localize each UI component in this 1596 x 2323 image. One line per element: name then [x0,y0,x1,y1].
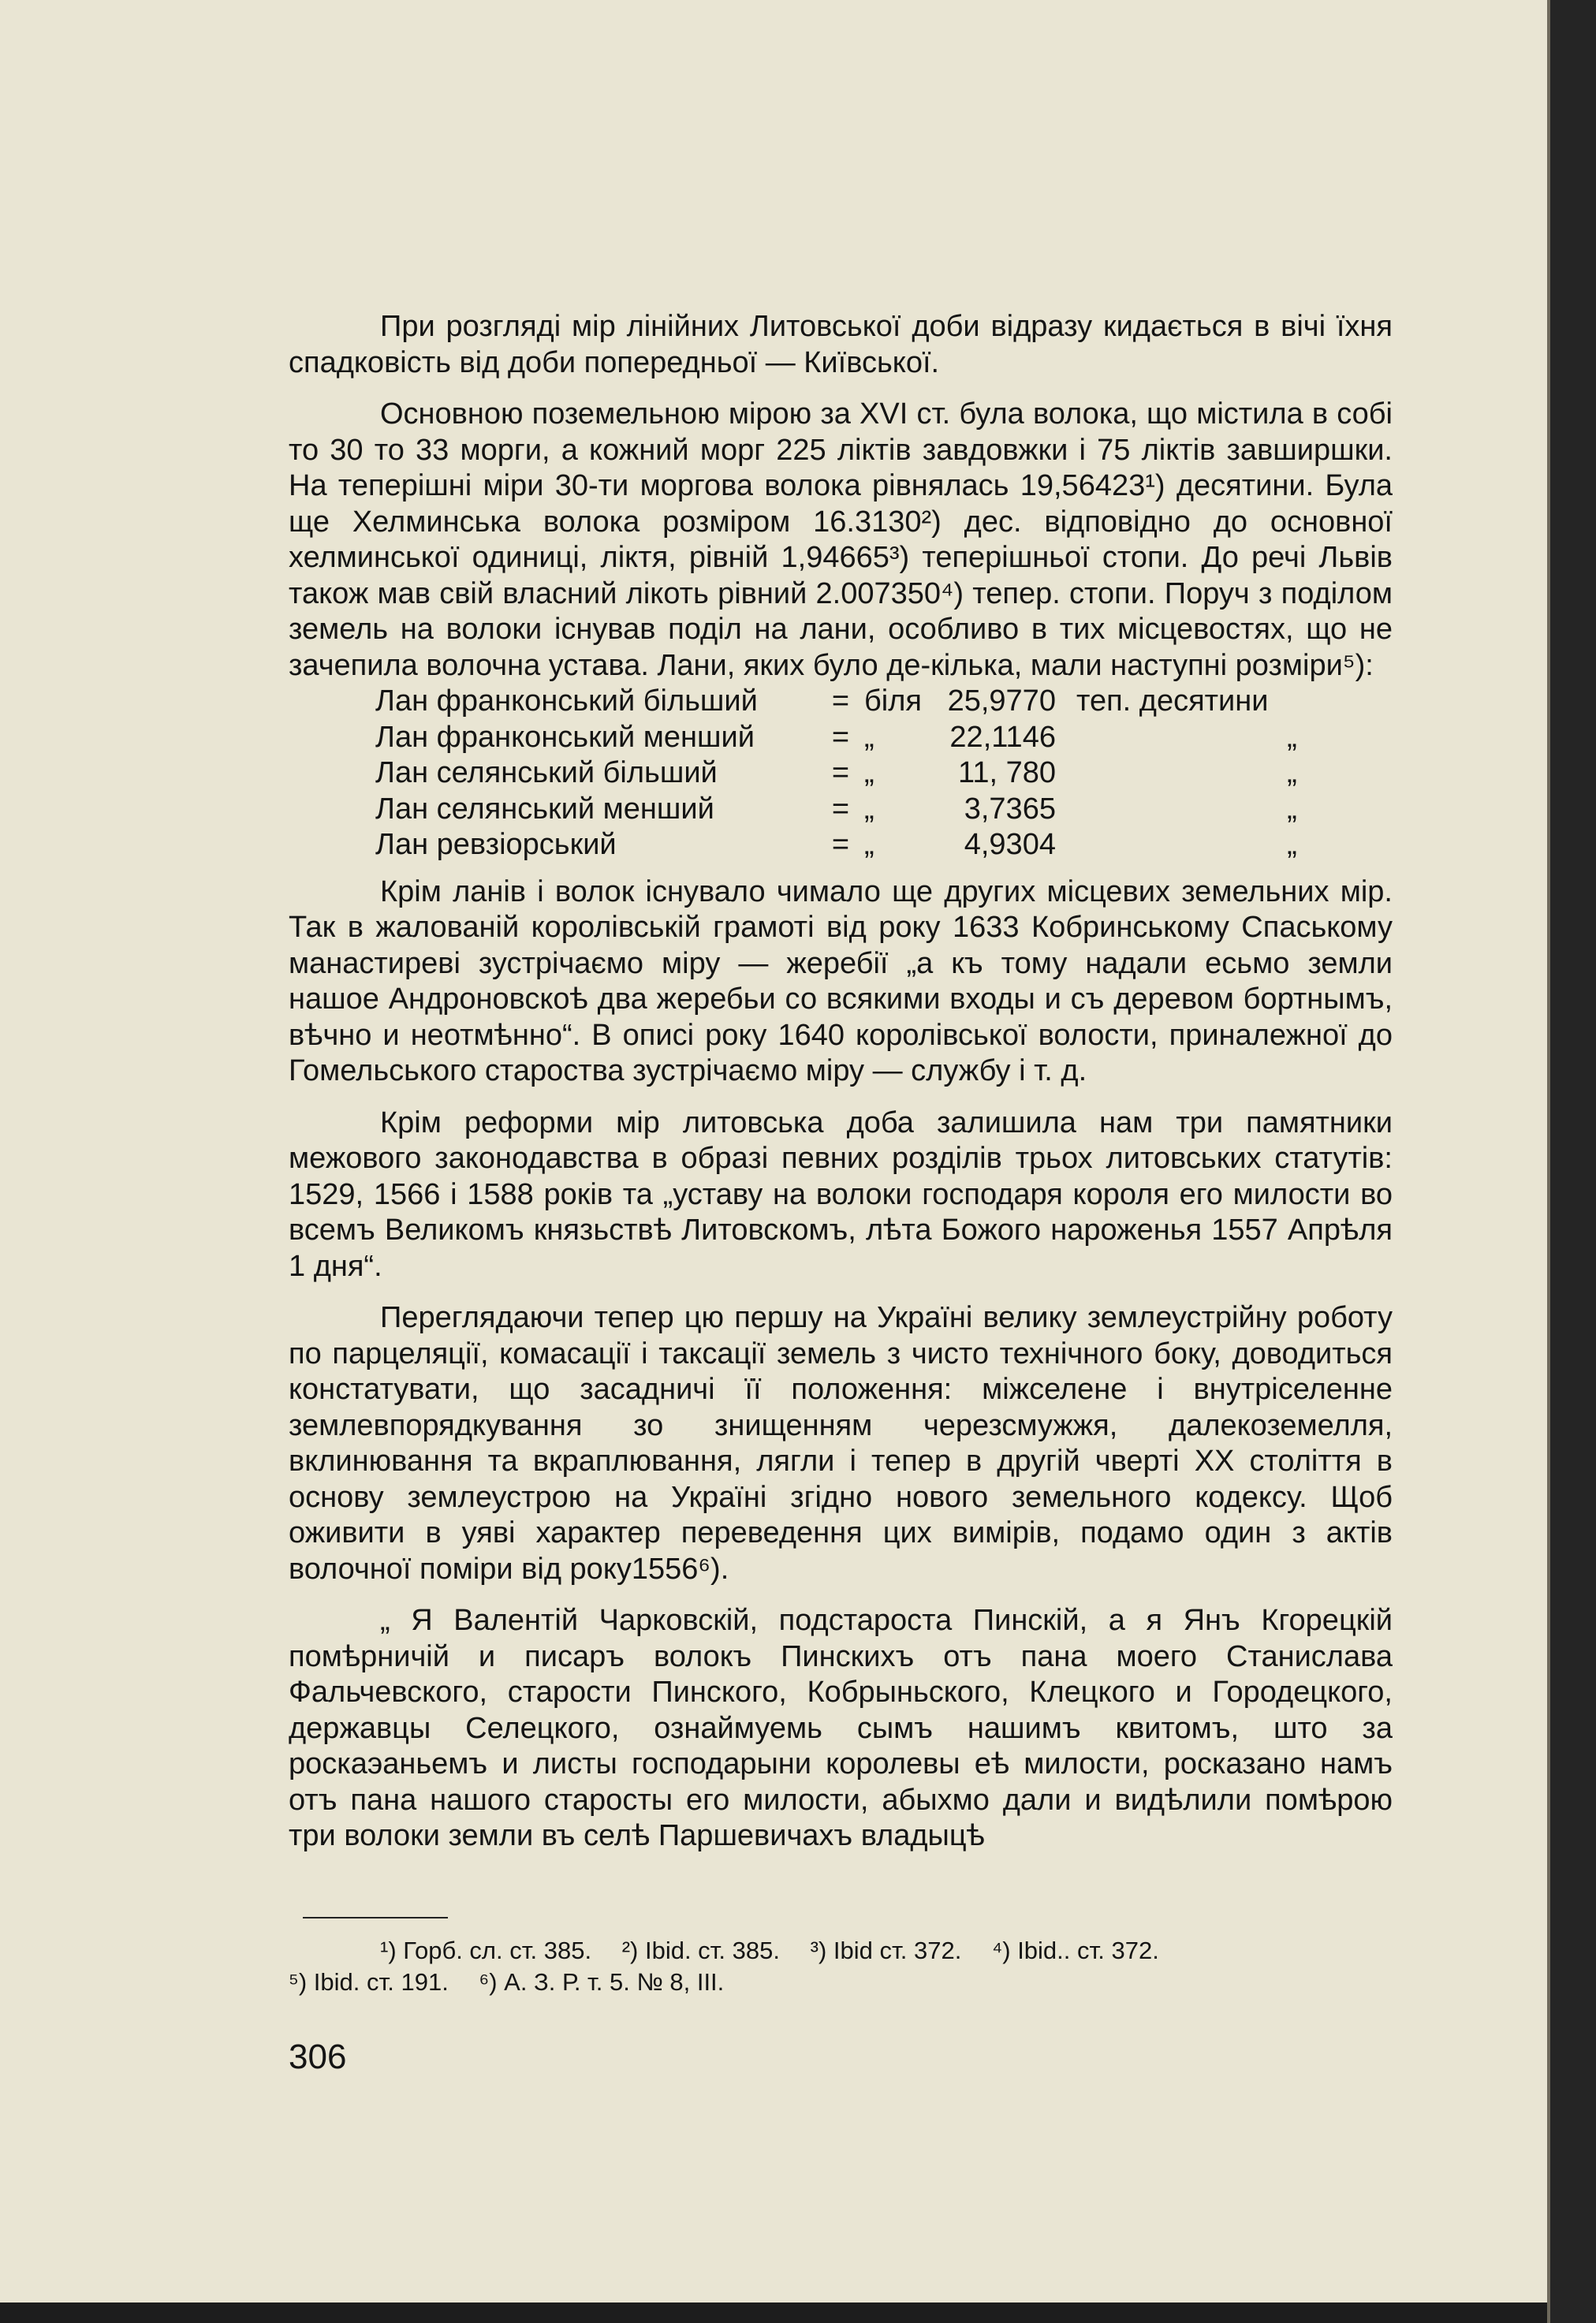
measure-value: 11, 780 [958,756,1056,789]
measure-value: 3,7365 [964,792,1056,826]
equals-sign: = [831,828,850,861]
main-text [289,309,1393,1855]
measure-name: Лан селянський менший [375,792,714,826]
ditto-mark: „ [864,720,874,754]
footnote-4: ⁴) Ibid.. ст. 372. [991,1937,1159,1964]
page-number: 306 [289,2038,347,2076]
equals-sign: = [831,756,850,789]
book-binding-edge [1547,0,1596,2323]
measure-name: Лан франконський більший [375,684,758,718]
ditto-mark: „ [864,792,874,826]
equals-sign: = [831,720,850,754]
measure-name: Лан франконський менший [375,720,755,754]
footnote-5: ⁵) Ibid. ст. 191. [289,1968,449,1996]
measure-unit: теп. десятини [1076,684,1269,718]
measure-name: Лан ревзіорський [375,828,617,861]
footnote-3: ³) Ibid ст. 372. [810,1937,962,1964]
measure-unit [1076,792,1269,828]
footnote-6: ⁶) А. З. Р. т. 5. № 8, III. [479,1968,725,1996]
paragraph-1: При розгляді мір лінійних Литовської доби відразу кидається в вічі їхня спадковість від доби попередньої — Київської. [289,310,1393,379]
measure-unit [1076,755,1269,792]
ditto-mark: „ [1287,828,1297,861]
paragraph-6-quote: „ Я Валентій Чарковскій, подстароста Пинскій, а я Янъ Кгорецкій помѣрничій и писаръ волокъ Пинскихъ отъ пана моего Станислава Фальчевского, старости Пинского, Кобрыньского, Клецкого и Городецкого, державцы Селецкого, ознаймуемь сымъ нашимъ квитомъ, што за роскаэаньемъ и листы господарыни королевы еѣ милости, росказано намъ отъ пана нашого старосты его милости, абыхмо дали и видѣлили помѣрою три волоки земли въ селѣ Паршевичахъ владыцѣ [289,1604,1393,1852]
footnote-1: ¹) Горб. сл. ст. 385. [380,1937,592,1964]
measure-value: 22,1146 [949,720,1056,754]
ditto-mark [1269,684,1316,720]
footnote-line-1 [289,1935,1393,1967]
ditto-mark: „ [1287,720,1297,754]
ditto-mark: „ [864,756,874,789]
measure-unit [1076,720,1269,756]
table-row [375,792,1316,828]
measure-value: 25,9770 [947,684,1056,718]
footnotes [289,1935,1393,1998]
table-row [375,720,1316,756]
paragraph-4: Крім реформи мір литовська доба залишила нам три памятники межового законодавства в образі певних розділів трьох литовських статутів: 1529, 1566 і 1588 років та „уставу на волоки господаря короля его милости во всемъ Великомъ князьствѣ Литовскомъ, лѣта Божого нароженья 1557 Апрѣля 1 дня“. [289,1106,1393,1283]
equals-sign: = [831,792,850,826]
paragraph-3: Крім ланів і волок існувало чимало ще других місцевих земельних мір. Так в жалованій королівській грамоті від року 1633 Кобринському Спаському манастиреві зустрічаємо міру — жеребії „а къ тому надали есьмо земли нашое Андроновскоѣ два жеребьи со всякими входы и съ деревом бортнымъ, вѣчно и неотмѣнно“. В описі року 1640 королівської волости, приналежної до Гомельського староства зустрічаємо міру — службу і т. д. [289,874,1393,1087]
binding-stripe [1547,0,1550,2323]
equals-sign: = [831,684,850,718]
table-row [375,755,1316,792]
ditto-mark: „ [864,828,874,861]
land-measures-table [375,684,1316,863]
measure-value: 4,9304 [964,828,1056,861]
paragraph-2: Основною поземельною мірою за XVI ст. була волока, що містила в собі то 30 то 33 морги, а кожний морг 225 ліктів завдовжки і 75 ліктів завширшки. На теперішні міри 30-ти моргова волока рівнялась 19,56423¹) десятини. Була ще Хелминська волока розміром 16.3130²) дес. відповідно до основної хелминської одиниці, ліктя, рівній 1,94665³) теперішньої стопи. До речі Львів також мав свій власний лікоть рівний 2.007350⁴) тепер. стопи. Поруч з поділом земель на волоки існував поділ на лани, особливо в тих місцевостях, що не зачепила волочна устава. Лани, яких було де-кілька, мали наступні розміри⁵): [289,397,1393,682]
ditto-mark: „ [1287,756,1297,789]
footnote-rule [303,1917,448,1918]
scan-bottom-edge [0,2302,1547,2323]
table-row [375,684,1316,720]
qualifier: біля [864,684,922,718]
footnote-line-2 [289,1967,1393,1998]
measure-unit [1076,827,1269,863]
measure-name: Лан селянський більший [375,756,718,789]
table-row [375,827,1316,863]
footnote-2: ²) Ibid. ст. 385. [621,1937,780,1964]
ditto-mark: „ [1287,792,1297,826]
paragraph-5: Переглядаючи тепер цю першу на Україні велику землеустрійну роботу по парцеляції, комасації і таксації земель з чисто технічного боку, доводиться констатувати, що засадничі її положення: міжселене і внутріселенне землевпорядкування зо знищенням черезсмужжя, далекоземелля, вклинювання та вкраплювання, лягли і тепер в другій чверті XX століття в основу землеустрою на Україні згідно нового земельного кодексу. Щоб оживити в уяві характер переведення цих вимірів, подамо один з актів волочної поміри від року1556⁶). [289,1301,1393,1586]
